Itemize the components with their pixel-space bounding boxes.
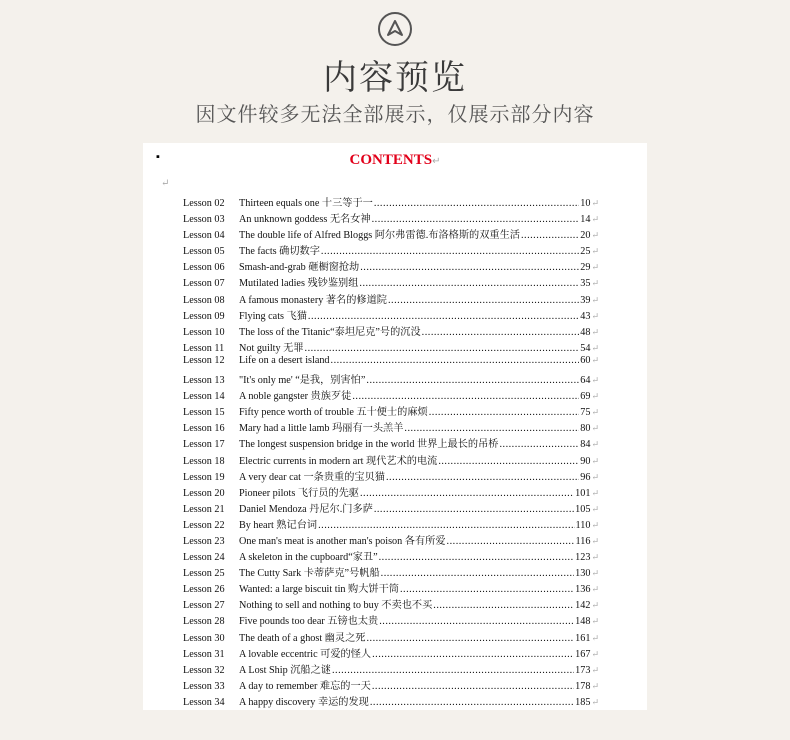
toc-lesson-number: Lesson 03 — [183, 214, 225, 226]
toc-leader-dots — [429, 407, 580, 418]
contents-heading — [143, 152, 647, 169]
paragraph-mark-icon: ↵ — [591, 455, 599, 466]
toc-page-number: 136 — [575, 584, 591, 596]
toc-leader-dots — [379, 552, 575, 563]
paragraph-mark-icon: ↵ — [591, 535, 599, 546]
paragraph-mark-icon: ↵ — [591, 471, 599, 482]
toc-lesson-number: Lesson 19 — [183, 471, 225, 483]
toc-row — [183, 435, 599, 451]
toc-row — [183, 339, 599, 355]
toc-leader-dots — [305, 343, 580, 354]
toc-leader-dots — [438, 456, 579, 467]
toc-row — [183, 612, 599, 628]
toc-title: A lovable eccentric 可爱的怪人 — [239, 648, 372, 660]
toc-leader-dots — [447, 536, 575, 547]
toc-row — [183, 548, 599, 564]
toc-page-number: 20 — [580, 230, 591, 242]
toc-page-number: 142 — [575, 600, 591, 612]
paragraph-mark-icon: ↵ — [591, 439, 599, 450]
toc-page-number: 161 — [575, 632, 591, 644]
toc-page-number: 43 — [580, 310, 591, 322]
paragraph-mark-icon: ↵ — [591, 375, 599, 386]
toc-row — [183, 274, 599, 290]
toc-lesson-number: Lesson 17 — [183, 439, 225, 451]
toc-leader-dots — [372, 214, 580, 225]
toc-row — [183, 419, 599, 435]
toc-lesson-number: Lesson 21 — [183, 503, 225, 515]
toc-title: A day to remember 难忘的一天 — [239, 680, 371, 692]
contents-heading-text: CONTENTS — [349, 152, 433, 168]
paragraph-mark-icon: ↵ — [591, 423, 599, 434]
toc-row — [183, 403, 599, 419]
toc-title: Mutilated ladies 残钞鉴别组 — [239, 278, 359, 290]
toc-lesson-number: Lesson 06 — [183, 262, 225, 274]
toc-leader-dots — [404, 423, 579, 434]
toc-page-number: 14 — [580, 214, 591, 226]
paragraph-mark-icon: ↵ — [591, 262, 599, 273]
toc-lesson-number: Lesson 09 — [183, 310, 225, 322]
toc-page-number: 39 — [580, 294, 591, 306]
bullet-mark: ▪ — [156, 151, 160, 163]
toc-title: "It's only me' “是我，别害怕” — [239, 375, 366, 387]
toc-row — [183, 661, 599, 677]
paragraph-mark-icon: ↵ — [432, 156, 441, 167]
toc-lesson-number: Lesson 02 — [183, 198, 225, 209]
toc-title: A noble gangster 贵族歹徒 — [239, 391, 352, 403]
toc-title: Wanted: a large biscuit tin 购大饼干筒 — [239, 584, 399, 596]
toc-page-number: 48 — [580, 326, 591, 338]
toc-lesson-number: Lesson 18 — [183, 455, 225, 467]
paragraph-mark-icon: ↵ — [591, 294, 599, 305]
paragraph-mark-icon: ↵ — [591, 648, 599, 659]
paragraph-mark-icon: ↵ — [591, 664, 599, 675]
toc-title: Electric currents in modern art 现代艺术的电流 — [239, 455, 438, 467]
toc-page-number: 110 — [575, 519, 591, 531]
paragraph-mark-icon: ↵ — [591, 487, 599, 498]
toc-leader-dots — [521, 230, 579, 241]
toc-lesson-number: Lesson 30 — [183, 632, 225, 644]
toc-row — [183, 516, 599, 532]
toc-leader-dots — [400, 584, 574, 595]
toc-title: The longest suspension bridge in the world 世界上最长的吊桥 — [239, 439, 499, 451]
paragraph-mark-icon: ↵ — [591, 214, 599, 225]
toc-title: The facts 确切数字 — [239, 246, 320, 258]
toc-leader-dots — [386, 472, 579, 483]
toc-row — [183, 532, 599, 548]
toc-leader-dots — [372, 681, 574, 692]
toc-page-number: 148 — [575, 616, 591, 628]
toc-page-number: 116 — [575, 535, 591, 547]
toc-row — [183, 387, 599, 403]
paragraph-mark-icon: ↵ — [591, 407, 599, 418]
toc-row — [183, 580, 599, 596]
compass-logo-icon — [378, 12, 412, 46]
toc-lesson-number: Lesson 25 — [183, 568, 225, 580]
toc-lesson-number: Lesson 34 — [183, 696, 225, 708]
toc-row — [183, 693, 599, 709]
toc-row — [183, 371, 599, 387]
toc-lesson-number: Lesson 23 — [183, 535, 225, 547]
toc-leader-dots — [374, 504, 574, 515]
toc-page-number: 130 — [575, 568, 591, 580]
paragraph-mark-icon: ↵ — [591, 310, 599, 321]
paragraph-mark-icon: ↵ — [591, 568, 599, 579]
toc-title: By heart 熟记台词 — [239, 519, 318, 531]
toc-page-number: 80 — [580, 423, 591, 435]
toc-title: Five pounds too dear 五镑也太贵 — [239, 616, 379, 628]
toc-page-number: 60 — [580, 354, 591, 366]
toc-lesson-number: Lesson 24 — [183, 552, 225, 564]
toc-row — [183, 291, 599, 307]
toc-leader-dots — [352, 391, 579, 402]
toc-lesson-number: Lesson 28 — [183, 616, 225, 628]
toc-leader-dots — [318, 520, 574, 531]
toc-row — [183, 323, 599, 339]
toc-page-number: 69 — [580, 391, 591, 403]
toc-lesson-number: Lesson 05 — [183, 246, 225, 258]
toc-leader-dots — [331, 355, 580, 366]
table-of-contents — [183, 194, 599, 709]
paragraph-mark-icon: ↵ — [591, 246, 599, 257]
toc-lesson-number: Lesson 08 — [183, 294, 225, 306]
toc-lesson-number: Lesson 15 — [183, 407, 225, 419]
toc-page-number: 90 — [580, 455, 591, 467]
empty-paragraph-mark-icon: ↵ — [161, 178, 170, 189]
toc-row — [183, 307, 599, 323]
toc-page-number: 173 — [575, 664, 591, 676]
toc-leader-dots — [422, 327, 580, 338]
toc-lesson-number: Lesson 32 — [183, 664, 225, 676]
toc-row — [183, 226, 599, 242]
paragraph-mark-icon: ↵ — [591, 680, 599, 691]
toc-leader-dots — [379, 616, 574, 627]
toc-page-number: 123 — [575, 552, 591, 564]
toc-title: Nothing to sell and nothing to buy 不卖也不买 — [239, 600, 433, 612]
toc-page-number: 185 — [575, 696, 591, 708]
paragraph-mark-icon: ↵ — [591, 503, 599, 514]
toc-lesson-number: Lesson 10 — [183, 326, 225, 338]
toc-lesson-number: Lesson 13 — [183, 375, 225, 387]
toc-title: Thirteen equals one 十三等于一 — [239, 198, 373, 209]
toc-title: The Cutty Sark 卡蒂萨克”号帆船 — [239, 568, 380, 580]
toc-lesson-number: Lesson 16 — [183, 423, 225, 435]
toc-title: A very dear cat 一条贵重的宝贝猫 — [239, 471, 385, 483]
toc-title: An unknown goddess 无名女神 — [239, 214, 371, 226]
toc-title: A famous monastery 著名的修道院 — [239, 294, 387, 306]
toc-leader-dots — [360, 488, 574, 499]
toc-leader-dots — [381, 568, 575, 579]
toc-lesson-number: Lesson 20 — [183, 487, 225, 499]
toc-title: A skeleton in the cupboard“家丑” — [239, 552, 378, 564]
toc-page-number: 54 — [580, 342, 591, 354]
toc-row — [183, 258, 599, 274]
toc-title: The death of a ghost 幽灵之死 — [239, 632, 366, 644]
toc-row — [183, 596, 599, 612]
toc-title: Mary had a little lamb 玛丽有一头羔羊 — [239, 423, 404, 435]
toc-leader-dots — [372, 649, 574, 660]
page-title: 内容预览 — [323, 58, 467, 98]
toc-row — [183, 355, 599, 371]
paragraph-mark-icon: ↵ — [591, 342, 599, 353]
toc-page-number: 10 — [580, 198, 591, 209]
paragraph-mark-icon: ↵ — [591, 584, 599, 595]
paragraph-mark-icon: ↵ — [591, 354, 599, 365]
toc-title: Fifty pence worth of trouble 五十便士的麻烦 — [239, 407, 428, 419]
toc-lesson-number: Lesson 31 — [183, 648, 225, 660]
toc-lesson-number: Lesson 26 — [183, 584, 225, 596]
document-page — [143, 143, 647, 710]
toc-lesson-number: Lesson 14 — [183, 391, 225, 403]
paragraph-mark-icon: ↵ — [591, 552, 599, 563]
toc-page-number: 96 — [580, 471, 591, 483]
toc-page-number: 75 — [580, 407, 591, 419]
paragraph-mark-icon: ↵ — [591, 600, 599, 611]
toc-title: Smash-and-grab 砸橱窗抢劫 — [239, 262, 360, 274]
toc-page-number: 178 — [575, 680, 591, 692]
toc-title: A Lost Ship 沉船之谜 — [239, 664, 331, 676]
toc-lesson-number: Lesson 22 — [183, 519, 225, 531]
toc-leader-dots — [308, 311, 579, 322]
toc-page-number: 105 — [575, 503, 591, 515]
toc-page-number: 29 — [580, 262, 591, 274]
toc-leader-dots — [332, 665, 574, 676]
paragraph-mark-icon: ↵ — [591, 326, 599, 337]
toc-row — [183, 564, 599, 580]
paragraph-mark-icon: ↵ — [591, 616, 599, 627]
toc-leader-dots — [374, 198, 579, 209]
toc-leader-dots — [366, 375, 579, 386]
toc-page-number: 84 — [580, 439, 591, 451]
toc-lesson-number: Lesson 27 — [183, 600, 225, 612]
toc-row — [183, 242, 599, 258]
paragraph-mark-icon: ↵ — [591, 519, 599, 530]
toc-page-number: 167 — [575, 648, 591, 660]
toc-title: Flying cats 飞猫 — [239, 310, 307, 322]
paragraph-mark-icon: ↵ — [591, 696, 599, 707]
toc-page-number: 64 — [580, 375, 591, 387]
toc-leader-dots — [370, 697, 574, 708]
paragraph-mark-icon: ↵ — [591, 391, 599, 402]
toc-lesson-number: Lesson 07 — [183, 278, 225, 290]
toc-row — [183, 677, 599, 693]
toc-page-number: 35 — [580, 278, 591, 290]
toc-leader-dots — [321, 246, 579, 257]
paragraph-mark-icon: ↵ — [591, 278, 599, 289]
toc-row — [183, 452, 599, 468]
toc-lesson-number: Lesson 11 — [183, 342, 225, 354]
toc-row — [183, 468, 599, 484]
toc-page-number: 25 — [580, 246, 591, 258]
toc-row — [183, 645, 599, 661]
toc-row — [183, 500, 599, 516]
toc-title: The loss of the Titanic“泰坦尼克”号的沉没 — [239, 326, 421, 338]
toc-leader-dots — [388, 295, 579, 306]
toc-title: Daniel Mendoza 丹尼尔.门多萨 — [239, 503, 373, 515]
toc-row — [183, 484, 599, 500]
toc-leader-dots — [433, 600, 574, 611]
toc-row — [183, 194, 599, 210]
toc-lesson-number: Lesson 04 — [183, 230, 225, 242]
toc-leader-dots — [359, 278, 579, 289]
toc-title: The double life of Alfred Bloggs 阿尔弗雷德.布洛格斯的双重生活 — [239, 230, 520, 242]
paragraph-mark-icon: ↵ — [591, 632, 599, 643]
toc-leader-dots — [366, 633, 574, 644]
toc-lesson-number: Lesson 33 — [183, 680, 225, 692]
toc-title: Pioneer pilots 飞行员的先驱 — [239, 487, 359, 499]
toc-title: A happy discovery 幸运的发现 — [239, 696, 369, 708]
toc-title: One man's meat is another man's poison 各有所爱 — [239, 535, 446, 547]
toc-title: Life on a desert island — [239, 354, 330, 366]
toc-lesson-number: Lesson 12 — [183, 354, 225, 366]
paragraph-mark-icon: ↵ — [591, 230, 599, 241]
page-subtitle: 因文件较多无法全部展示，仅展示部分内容 — [195, 102, 595, 126]
toc-leader-dots — [499, 439, 579, 450]
toc-page-number: 101 — [575, 487, 591, 499]
toc-leader-dots — [360, 262, 579, 273]
toc-row — [183, 210, 599, 226]
toc-title: Not guilty 无罪 — [239, 342, 304, 354]
paragraph-mark-icon: ↵ — [591, 198, 599, 208]
toc-row — [183, 629, 599, 645]
